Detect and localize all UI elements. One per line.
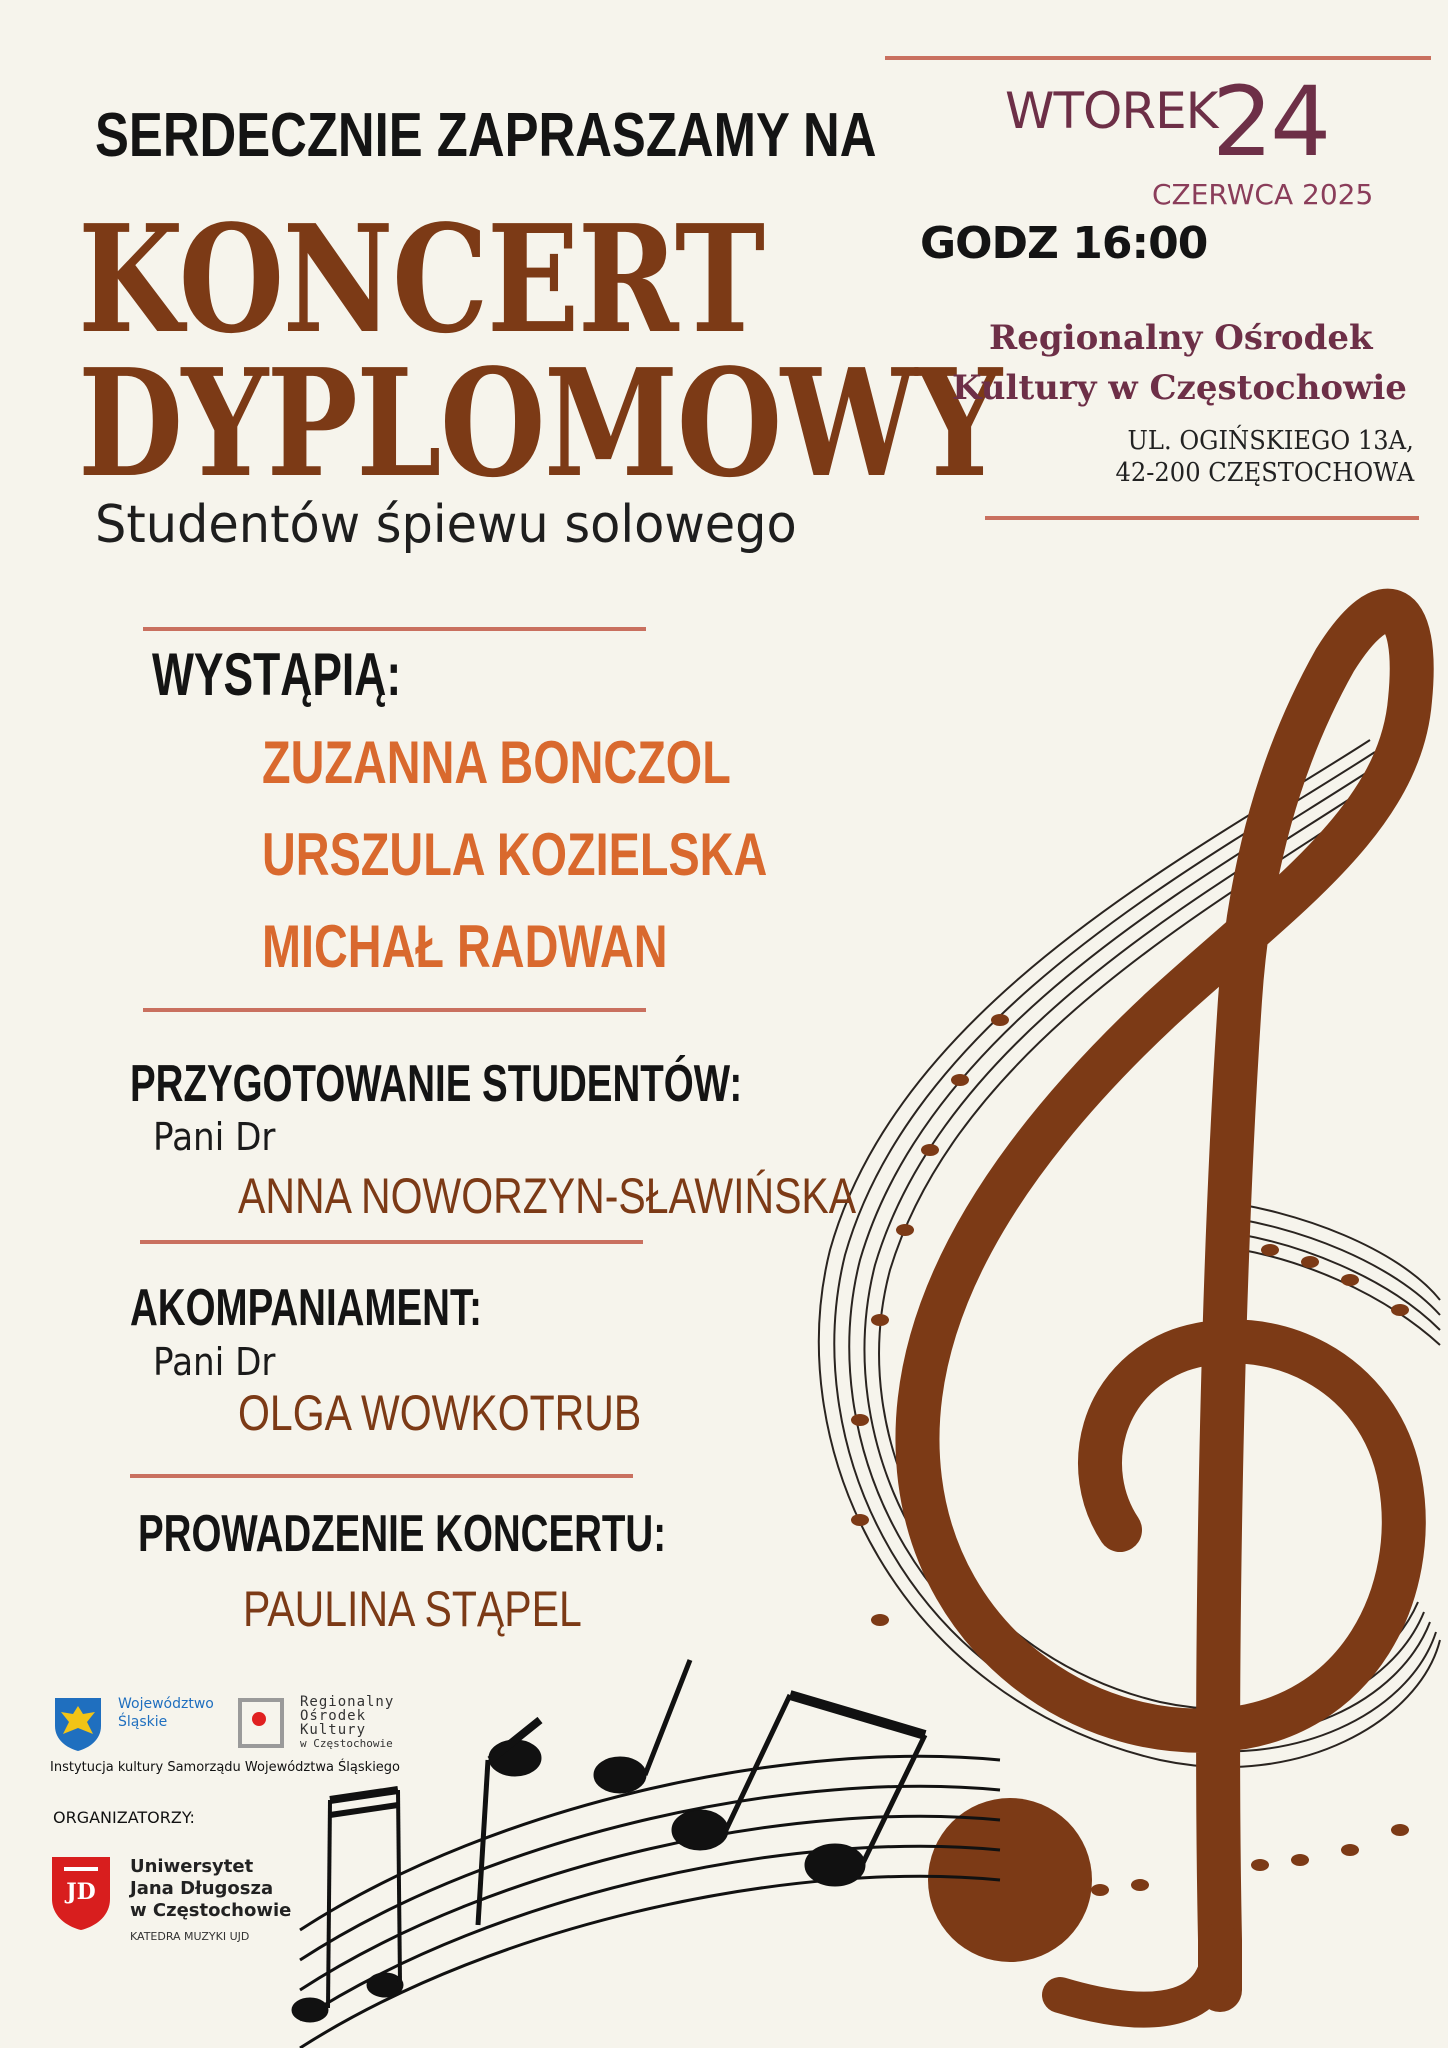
performer-name: ZUZANNA BONCZOL xyxy=(262,729,731,796)
performers-heading: WYSTĄPIĄ: xyxy=(152,641,402,708)
month-year: CZERWCA 2025 xyxy=(1152,178,1374,211)
performer-name: URSZULA KOZIELSKA xyxy=(262,821,768,888)
venue-name-line2: Kultury w Częstochowie xyxy=(952,368,1407,408)
preparation-heading: PRZYGOTOWANIE STUDENTÓW: xyxy=(130,1055,743,1113)
host-name: PAULINA STĄPEL xyxy=(243,1581,582,1637)
logos-area xyxy=(48,1690,468,2030)
title-koncert: KONCERT xyxy=(78,192,764,366)
music-staff-swirl xyxy=(819,740,1440,1767)
accompaniment-name: OLGA WOWKOTRUB xyxy=(238,1385,642,1441)
divider xyxy=(985,516,1419,520)
event-time: GODZ 16:00 xyxy=(920,218,1208,269)
divider xyxy=(143,1008,646,1012)
ujd-name: Jana Długosza xyxy=(130,1878,274,1899)
subtitle: Studentów śpiewu solowego xyxy=(95,495,797,555)
divider xyxy=(885,56,1431,60)
performer-name: MICHAŁ RADWAN xyxy=(262,913,668,980)
organizers-label: ORGANIZATORZY: xyxy=(53,1808,195,1827)
divider xyxy=(130,1474,633,1478)
ujd-name: Uniwersytet xyxy=(130,1856,254,1877)
rok-logo-text: Ośrodek xyxy=(300,1708,367,1724)
venue-address-line2: 42-200 CZĘSTOCHOWA xyxy=(1115,458,1414,488)
ujd-logo-icon xyxy=(50,1855,112,1931)
divider xyxy=(143,627,646,631)
venue-name-line1: Regionalny Ośrodek xyxy=(989,318,1373,358)
svg-text:JD: JD xyxy=(66,1879,96,1905)
ujd-department: KATEDRA MUZYKI UJD xyxy=(130,1930,250,1943)
rok-logo-text: w Częstochowie xyxy=(300,1737,393,1750)
day-number: 24 xyxy=(1212,66,1329,178)
silesia-coat-of-arms-icon xyxy=(53,1696,103,1752)
rok-logo-text: Kultury xyxy=(300,1722,367,1738)
wojewodztwo-label: Śląskie xyxy=(118,1714,168,1730)
treble-clef-shape xyxy=(917,611,1411,2010)
weekday: WTOREK xyxy=(1005,82,1218,140)
institution-label: Instytucja kultury Samorządu Województwa Śląskiego xyxy=(50,1760,401,1775)
accompaniment-title: Pani Dr xyxy=(153,1340,276,1384)
rok-logo-icon xyxy=(238,1698,284,1748)
ujd-name: w Częstochowie xyxy=(130,1900,292,1921)
preparation-title: Pani Dr xyxy=(153,1115,276,1159)
venue-address-line1: UL. OGIŃSKIEGO 13A, xyxy=(1127,426,1414,456)
host-heading: PROWADZENIE KONCERTU: xyxy=(138,1505,667,1563)
wojewodztwo-label: Województwo xyxy=(118,1696,214,1712)
title-dyplomowy: DYPLOMOWY xyxy=(78,336,1001,510)
invitation-line: SERDECZNIE ZAPRASZAMY NA xyxy=(95,101,877,170)
rok-logo-text: Regionalny xyxy=(300,1694,395,1710)
accompaniment-heading: AKOMPANIAMENT: xyxy=(130,1279,482,1337)
clef-tail-ball xyxy=(928,1798,1092,1962)
divider xyxy=(140,1240,643,1244)
preparation-name: ANNA NOWORZYN-SŁAWIŃSKA xyxy=(238,1168,857,1224)
